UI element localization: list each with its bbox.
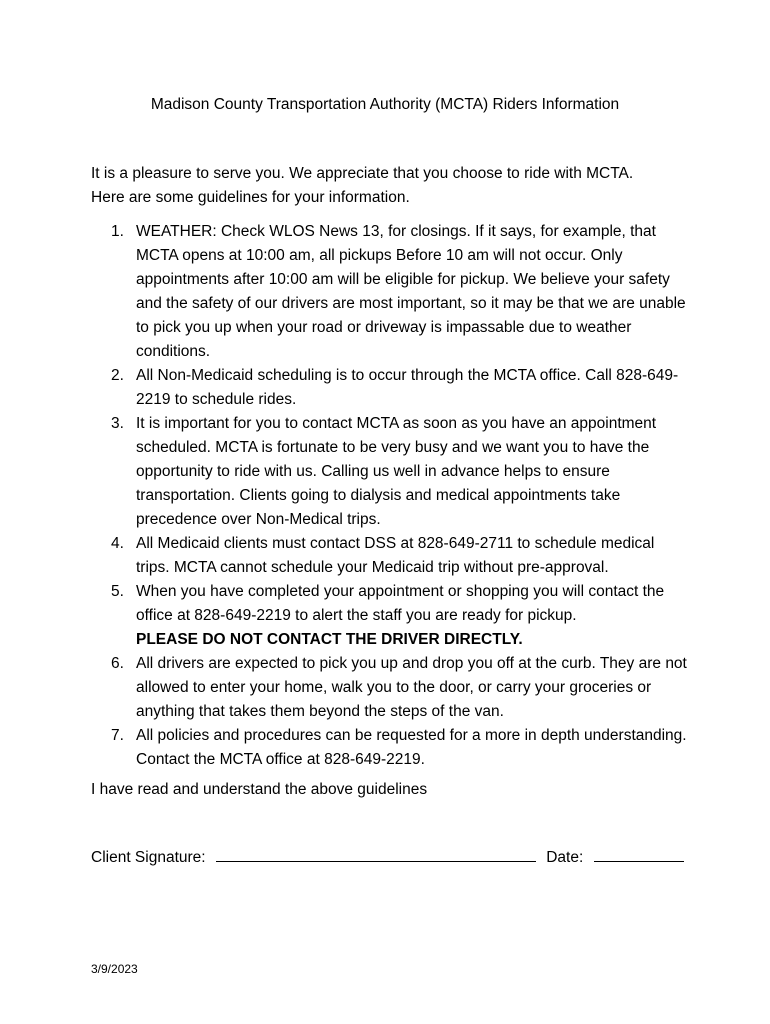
guideline-warning: PLEASE DO NOT CONTACT THE DRIVER DIRECTLY. <box>136 631 523 648</box>
guideline-text: When you have completed your appointment or shopping you will contact the office at 828-649-2219 to alert the staff you are ready for pickup. <box>136 583 665 624</box>
guideline-text: All Medicaid clients must contact DSS at 828-649-2711 to schedule medical trips. MCTA cannot schedule your Medicaid trip without pre-approval. <box>136 535 655 576</box>
guideline-number: 4. <box>111 535 124 552</box>
footer-date: 3/9/2023 <box>91 962 138 976</box>
guideline-item <box>91 364 691 412</box>
guideline-item <box>91 652 691 724</box>
intro-line: It is a pleasure to serve you. We appreciate that you choose to ride with MCTA. <box>91 165 634 182</box>
guideline-item <box>91 580 691 652</box>
guidelines-list <box>91 220 691 772</box>
guideline-text: It is important for you to contact MCTA as soon as you have an appointment scheduled. MCTA is fortunate to be very busy and we want you to have the opportunity to ride with us. Calling us well in advance helps to ensure transportation. Clients going to dialysis and medical appointments take precedence over Non-Medical trips. <box>136 415 657 528</box>
acknowledgement-text: I have read and understand the above guidelines <box>91 781 428 798</box>
guideline-item <box>91 412 691 532</box>
signature-row <box>91 846 684 870</box>
guideline-text: All drivers are expected to pick you up and drop you off at the curb. They are not allowed to enter your home, walk you to the door, or carry your groceries or anything that takes them beyond the steps of the van. <box>136 655 687 720</box>
guideline-text: All Non-Medicaid scheduling is to occur through the MCTA office. Call 828-649-2219 to schedule rides. <box>136 367 679 408</box>
signature-field[interactable] <box>216 846 536 862</box>
guideline-text: WEATHER: Check WLOS News 13, for closings. If it says, for example, that MCTA opens at 10:00 am, all pickups Before 10 am will not occur. Only appointments after 10:00 am will be eligible for pickup. We believe your safety and the safety of our drivers are most important, so it may be that we are unable to pick you up when your road or driveway is impassable due to weather conditions. <box>136 223 686 360</box>
guideline-item <box>91 724 691 772</box>
document-title: Madison County Transportation Authority (MCTA) Riders Information <box>150 96 620 113</box>
guideline-item <box>91 220 691 364</box>
guideline-text: All policies and procedures can be requested for a more in depth understanding. Contact the MCTA office at 828-649-2219. <box>136 727 687 768</box>
guideline-number: 2. <box>111 367 124 384</box>
signature-label: Client Signature: <box>91 849 206 866</box>
guideline-number: 7. <box>111 727 124 744</box>
guideline-number: 6. <box>111 655 124 672</box>
guideline-number: 3. <box>111 415 124 432</box>
guideline-number: 5. <box>111 583 124 600</box>
guideline-number: 1. <box>111 223 124 240</box>
date-field[interactable] <box>594 846 684 862</box>
intro-paragraph <box>91 162 691 210</box>
intro-line: Here are some guidelines for your information. <box>91 189 410 206</box>
guideline-item <box>91 532 691 580</box>
date-label: Date: <box>546 849 584 866</box>
